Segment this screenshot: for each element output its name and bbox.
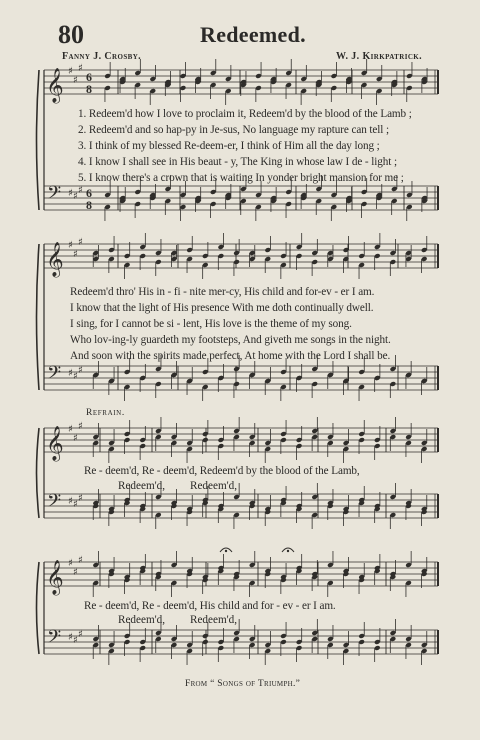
- sharp-sign: ♯: [68, 496, 73, 507]
- sharp-sign: ♯: [78, 421, 83, 432]
- treble-clef: 𝄞: [46, 68, 64, 103]
- sharp-sign: ♯: [68, 368, 73, 379]
- sharp-sign: ♯: [78, 63, 83, 74]
- verse-line: 2. Redeem'd and so hap-py in Je-sus, No language my rapture can tell ;: [78, 124, 389, 136]
- sharp-sign: ♯: [68, 240, 73, 251]
- sharp-sign: ♯: [68, 188, 73, 199]
- sharp-sign: ♯: [78, 629, 83, 640]
- sharp-sign: ♯: [73, 75, 78, 86]
- treble-clef: 𝄞: [46, 560, 64, 595]
- refrain-label: Refrain.: [86, 408, 125, 418]
- verse-line: 3. I think of my blessed Re-deem-er, I think of Him all the day long ;: [78, 140, 380, 152]
- bass-clef: 𝄢: [47, 627, 62, 652]
- bass-clef: 𝄢: [47, 183, 62, 208]
- sharp-sign: ♯: [73, 433, 78, 444]
- verse-line: Redeem'd thro' His in - fi - nite mer-cy, His child and for-ev - er I am.: [70, 286, 375, 298]
- sharp-sign: ♯: [78, 185, 83, 196]
- time-signature: 8: [86, 82, 92, 96]
- page-number: 80: [58, 20, 84, 49]
- sharp-sign: ♯: [73, 249, 78, 260]
- time-signature: 8: [86, 198, 92, 212]
- time-signature: 6: [86, 186, 92, 200]
- sharp-sign: ♯: [73, 567, 78, 578]
- bass-clef: 𝄢: [47, 363, 62, 388]
- refrain-lyric: Re - deem'd, Re - deem'd, Redeem'd by the blood of the Lamb,: [84, 465, 360, 477]
- sharp-sign: ♯: [68, 66, 73, 77]
- refrain-bass-word: Redeem'd,: [118, 614, 166, 626]
- verse-line: 1. Redeem'd how I love to proclaim it, Redeem'd by the blood of the Lamb ;: [78, 108, 412, 120]
- verse-line: And soon with the spirits made perfect, At home with the Lord I shall be.: [70, 350, 391, 362]
- system-brace: [37, 428, 40, 518]
- lyricist-credit: Fanny J. Crosby.: [62, 51, 142, 62]
- verse-line: 5. I know there's a crown that is waiting In yonder bright mansion for me ;: [78, 172, 404, 184]
- sharp-sign: ♯: [73, 635, 78, 646]
- refrain-bass-word: Redeem'd,: [118, 480, 166, 492]
- refrain-lyric: Re - deem'd, Re - deem'd, His child and for - ev - er I am.: [84, 600, 336, 612]
- verse-line: 4. I know I shall see in His beaut - y, The King in whose law I de - light ;: [78, 156, 397, 168]
- system-brace: [37, 562, 40, 654]
- source-note: From “ Songs of Triumph.”: [185, 679, 301, 689]
- sharp-sign: ♯: [73, 371, 78, 382]
- sharp-sign: ♯: [68, 632, 73, 643]
- fermata-dot: [287, 550, 289, 552]
- system-brace: [37, 244, 40, 390]
- sharp-sign: ♯: [68, 424, 73, 435]
- system-brace: [37, 70, 40, 210]
- sharp-sign: ♯: [78, 493, 83, 504]
- treble-clef: 𝄞: [46, 426, 64, 461]
- fermata-dot: [225, 550, 227, 552]
- treble-clef: 𝄞: [46, 242, 64, 277]
- sharp-sign: ♯: [73, 191, 78, 202]
- composer-credit: W. J. Kirkpatrick.: [336, 51, 423, 62]
- verse-line: I know that the light of His presence With me doth continually dwell.: [70, 302, 374, 314]
- sharp-sign: ♯: [68, 558, 73, 569]
- verse-line: Who lov-ing-ly guardeth my footsteps, And giveth me songs in the night.: [70, 334, 391, 346]
- bass-clef: 𝄢: [47, 491, 62, 516]
- verse-line: I sing, for I cannot be si - lent, His love is the theme of my song.: [70, 318, 352, 330]
- refrain-bass-word: Redeem'd,: [190, 480, 238, 492]
- sharp-sign: ♯: [73, 499, 78, 510]
- hymn-title: Redeemed.: [200, 22, 306, 47]
- refrain-bass-word: Redeem'd,: [190, 614, 238, 626]
- time-signature: 6: [86, 70, 92, 84]
- sharp-sign: ♯: [78, 555, 83, 566]
- sharp-sign: ♯: [78, 237, 83, 248]
- sharp-sign: ♯: [78, 365, 83, 376]
